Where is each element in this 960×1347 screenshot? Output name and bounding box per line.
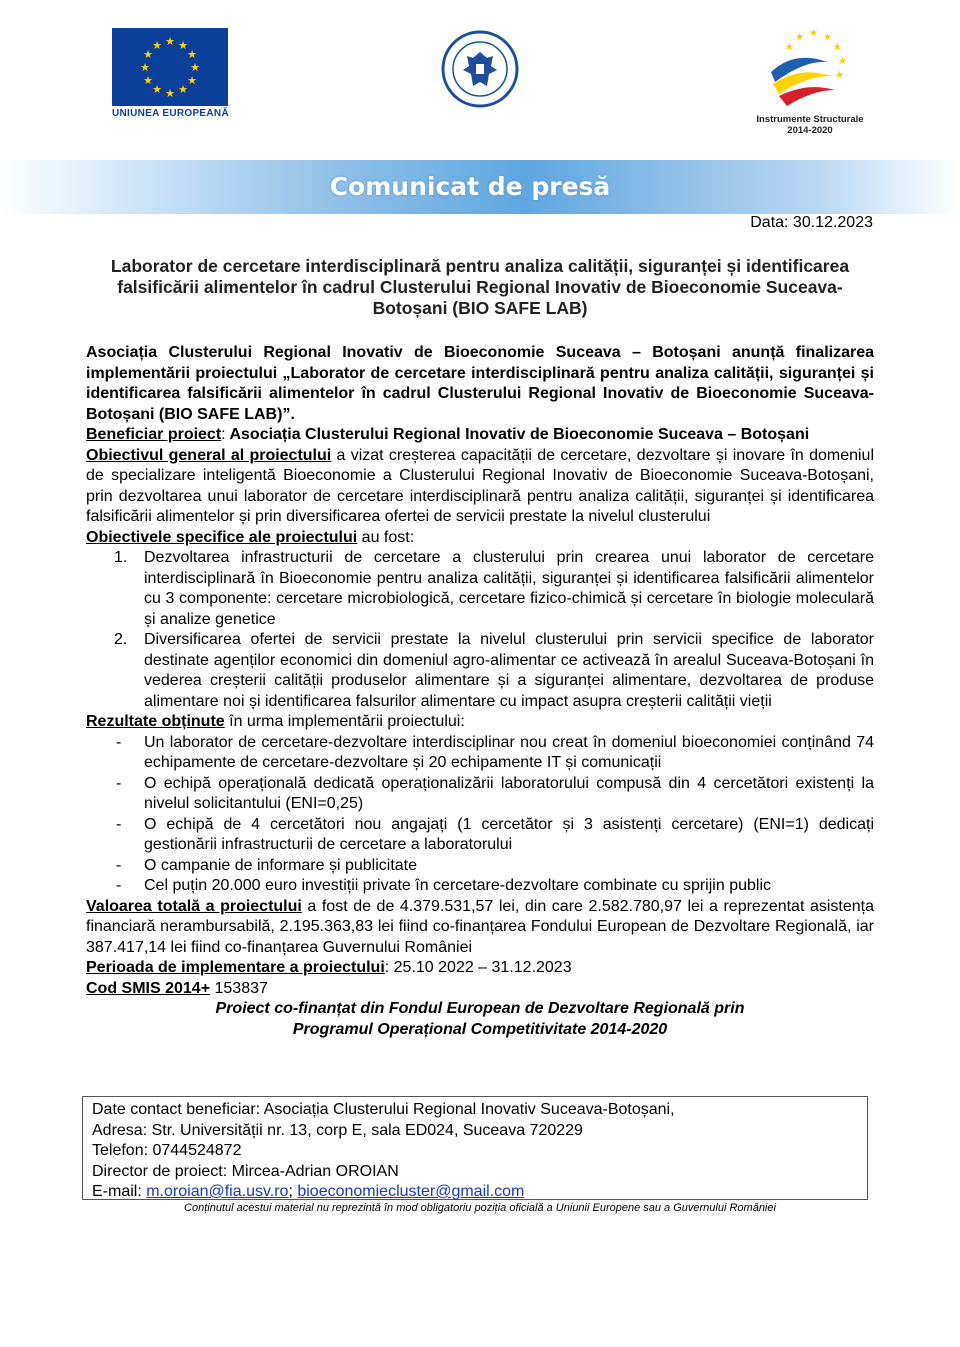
valoare-label: Valoarea totală a proiectului [86, 897, 302, 915]
banner-title: Comunicat de presă [329, 172, 611, 201]
email-link-cluster[interactable]: bioeconomiecluster@gmail.com [297, 1183, 525, 1200]
list-item-text: Cel puțin 20.000 euro investiții private în cercetare-dezvoltare combinate cu sprijin public [144, 877, 771, 894]
eu-label: UNIUNEA EUROPEANĂ [112, 108, 229, 119]
rezultate-suffix: în urma implementării proiectului: [224, 713, 465, 730]
instrumente-structurale-logo [765, 26, 855, 112]
valoare-text: a fost de de 4.379.531,57 lei, din care 2.582.780,97 lei a reprezentat asistența financiară nerambursabilă, 2.195.363,83 lei fiind co-finanțarea Fondului European de Dezvoltare Regională, iar 387.417,14 lei fiind co-finanțarea Guvernului României [86, 897, 874, 956]
list-item [86, 856, 874, 877]
beneficiar-label: Beneficiar proiect [86, 426, 222, 443]
list-item-text: Diversificarea ofertei de servicii prestate la nivelul clusterului prin servicii specifice de laborator destinate agenților economici din domeniul agro-alimentar ce activează în arealul Suceava-Botoșani în vederea creșterii calității produselor alimentare și a siguranței alimentare, dezvoltarea de produse alimentare noi și identificarea falsurilor alimentare cu impact asupra creșterii calității vieții [144, 631, 874, 710]
document-body [86, 343, 874, 1040]
list-item [86, 876, 874, 897]
contact-line-beneficiar: Date contact beneficiar: Asociația Clusterului Regional Inovativ Suceava-Botoșani, [92, 1101, 675, 1118]
obiective-specifice-heading [86, 528, 874, 549]
svg-text:★: ★ [835, 70, 844, 81]
list-item-text: O echipă operațională dedicată operaționalizării laboratorului compusă din 4 cercetători existenți la nivelul solicitantului (ENI=0,25) [144, 774, 874, 812]
beneficiar-sep: : [221, 426, 226, 443]
svg-text:★: ★ [838, 56, 847, 67]
disclaimer: Conținutul acestui material nu reprezintă în mod obligatoriu poziția oficială a Uniunii Europene sau a Guvernului României [184, 1202, 776, 1214]
svg-text:★: ★ [178, 40, 188, 52]
cofinantat-line1: Proiect co-finanțat din Fondul European de Dezvoltare Regională prin [215, 1000, 745, 1017]
list-item [86, 630, 874, 712]
list-item [86, 774, 874, 815]
email-label: E-mail: [92, 1183, 147, 1200]
svg-text:★: ★ [165, 36, 175, 48]
rezultate-list [86, 733, 874, 897]
email-separator: ; [288, 1183, 298, 1200]
svg-text:★: ★ [143, 49, 153, 61]
rezultate-label: Rezultate obținute [86, 713, 225, 730]
list-item-text: O echipă de 4 cercetători nou angajați (1 cercetător și 3 asistenți cercetare) (ENI=1) dedicați gestionării infrastructurii de cercetare a laboratorului [144, 815, 874, 853]
list-item-dash: - [116, 856, 122, 874]
list-item-dash: - [116, 733, 122, 751]
beneficiar-paragraph [86, 425, 874, 446]
list-item-text: O campanie de informare și publicitate [144, 856, 418, 874]
svg-text:★: ★ [165, 88, 175, 100]
document-title: Laborator de cercetare interdisciplinară pentru analiza calității, siguranței și identificarea falsificării alimentelor în cadrul Clusterului Regional Inovativ de Bioeconomie Suceava-Botoșani (BIO SAFE LAB) [110, 256, 850, 318]
svg-text:★: ★ [823, 32, 832, 43]
government-seal-logo [441, 30, 519, 108]
list-item [86, 548, 874, 630]
is-label-line1: Instrumente Structurale [756, 114, 864, 125]
contact-line-address: Adresa: Str. Universității nr. 13, corp E, sala ED024, Suceava 720229 [92, 1121, 583, 1139]
svg-text:★: ★ [152, 40, 162, 52]
romania-coat-of-arms-icon [441, 30, 519, 108]
instrumente-structurale-label [745, 114, 875, 136]
cofinantat-line2: Programul Operațional Competitivitate 2014-2020 [292, 1020, 668, 1038]
perioada-text: : 25.10 2022 – 31.12.2023 [384, 959, 572, 976]
svg-text:★: ★ [140, 62, 150, 74]
svg-text:★: ★ [187, 49, 197, 61]
svg-text:★: ★ [795, 32, 804, 43]
rezultate-heading [86, 712, 874, 733]
is-label-line2: 2014-2020 [787, 125, 833, 136]
perioada-paragraph [86, 958, 874, 979]
obiective-specifice-list [86, 548, 874, 712]
eu-stars-icon [112, 28, 228, 106]
valoare-paragraph [86, 897, 874, 959]
svg-text:★: ★ [190, 62, 200, 74]
structural-instruments-icon [765, 26, 855, 112]
list-item-dash: - [116, 877, 122, 894]
smis-paragraph [86, 979, 874, 1000]
obiective-specifice-suffix: au fost: [357, 528, 415, 546]
svg-text:★: ★ [785, 42, 794, 53]
svg-text:★: ★ [143, 75, 153, 87]
list-item-number: 2. [114, 631, 128, 648]
release-date: Data: 30.12.2023 [750, 214, 873, 231]
list-item-text: Un laborator de cercetare-dezvoltare interdisciplinar nou creat în domeniul bioeconomiei conținând 74 echipamente de cercetare-dezvoltare și 20 echipamente IT și comunicații [144, 733, 874, 771]
contact-line-email [92, 1182, 867, 1203]
svg-text:★: ★ [152, 84, 162, 96]
svg-text:★: ★ [187, 75, 197, 87]
beneficiar-value: Asociația Clusterului Regional Inovativ de Bioeconomie Suceava – Botoșani [225, 426, 810, 443]
list-item [86, 815, 874, 856]
smis-label: Cod SMIS 2014+ [86, 979, 211, 997]
contact-line-director: Director de proiect: Mircea-Adrian OROIAN [92, 1162, 399, 1180]
svg-text:★: ★ [178, 84, 188, 96]
email-link-oroian[interactable]: m.oroian@fia.usv.ro [146, 1183, 289, 1200]
obiectiv-general-text: a vizat creșterea capacității de cercetare, dezvoltare și inovare în domeniul de specializare inteligentă Bioeconomie a Clusterului Regional Inovativ de Bioeconomie Suceava-Botoșani, prin dezvoltarea unui laborator de cercetare interdisciplinară pentru analiza calității, siguranței și identificarea falsificării alimentelor și prin diversificarea ofertei de servicii prestate la nivelul clusterului [86, 446, 874, 525]
perioada-label: Perioada de implementare a proiectului [86, 959, 385, 976]
list-item-dash: - [116, 815, 122, 833]
svg-text:★: ★ [833, 42, 842, 53]
list-item-number: 1. [114, 549, 128, 566]
list-item [86, 733, 874, 774]
obiectiv-general-paragraph [86, 446, 874, 528]
obiective-specifice-label: Obiectivele specifice ale proiectului [86, 528, 358, 546]
eu-flag-logo [112, 28, 228, 106]
smis-text: 153837 [210, 979, 268, 997]
contact-line-phone: Telefon: 0744524872 [92, 1142, 242, 1159]
obiectiv-general-label: Obiectivul general al proiectului [86, 446, 332, 464]
svg-text:★: ★ [809, 28, 818, 39]
contact-box [82, 1096, 868, 1200]
list-item-text: Dezvoltarea infrastructurii de cercetare a clusterului prin crearea unui laborator de cercetare interdisciplinară în Bioeconomie pentru analiza calității, siguranței și identificarea falsificării alimentelor cu 3 componente: cercetare microbiologică, cercetare fizico-chimică și cercetare în biologie moleculară și analize genetice [144, 549, 874, 628]
intro-paragraph: Asociația Clusterului Regional Inovativ de Bioeconomie Suceava – Botoșani anunță finalizarea implementării proiectului „Laborator de cercetare interdisciplinară pentru analiza calității, siguranței și identificarea falsificării alimentelor în cadrul Clusterului Regional Inovativ de Bioeconomie Suceava-Botoșani (BIO SAFE LAB)”. [86, 344, 874, 423]
list-item-dash: - [116, 774, 122, 792]
